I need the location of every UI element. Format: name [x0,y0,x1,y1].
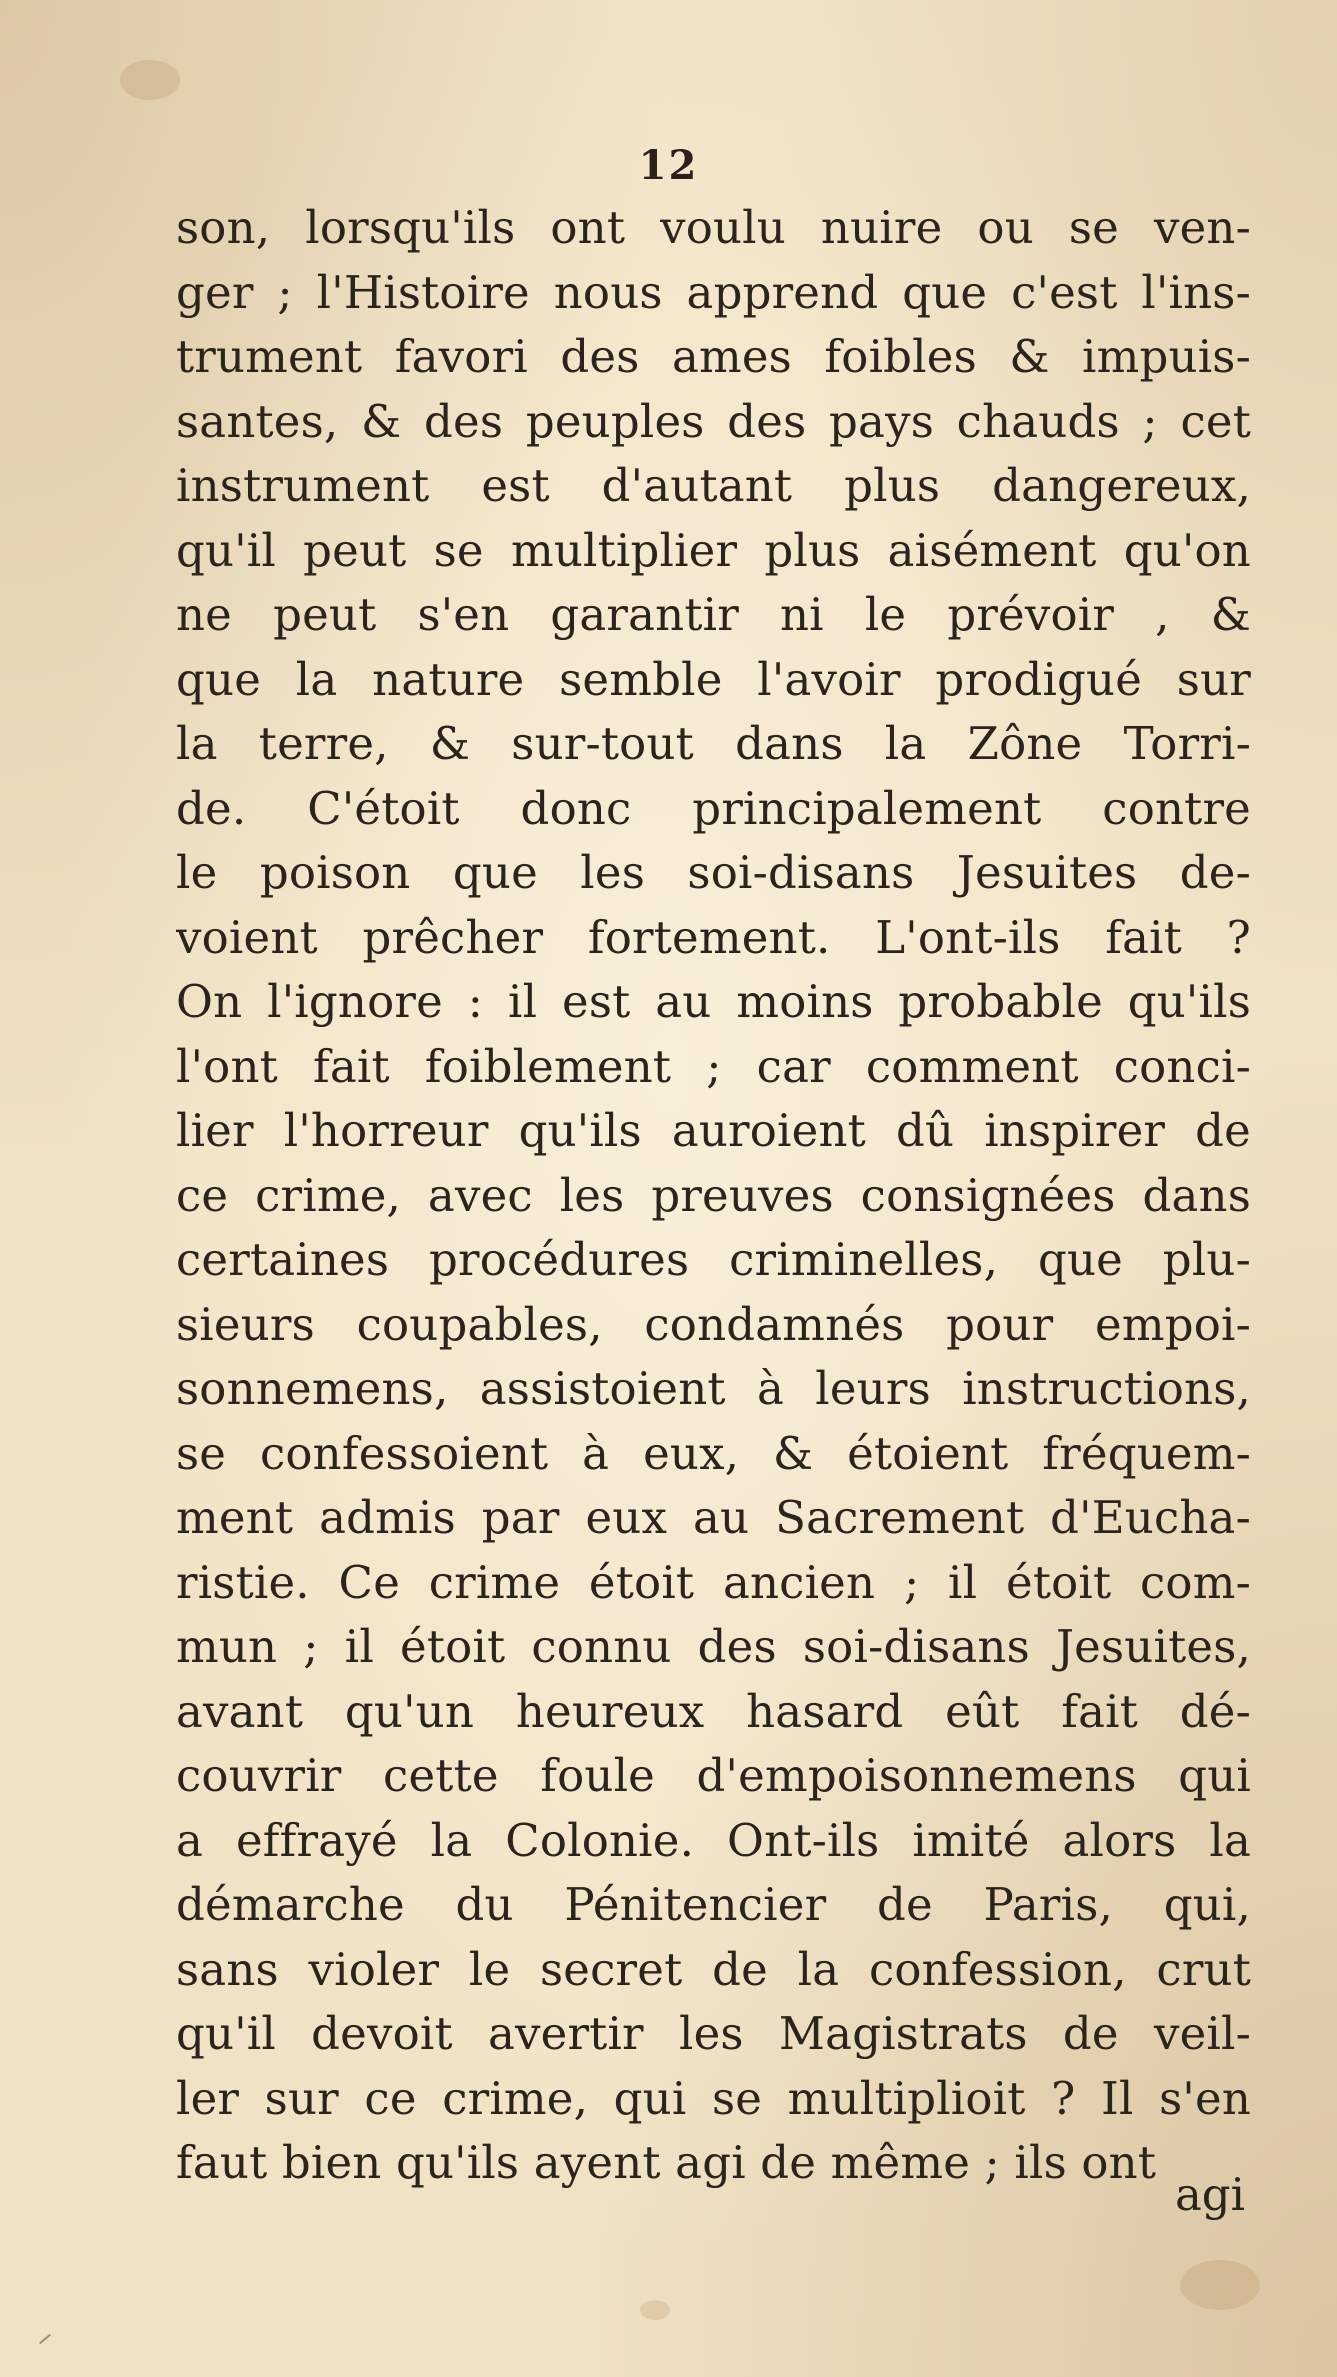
text-line: a effrayé la Colonie. Ont-ils imité alors la [176,1813,1251,1867]
text-line: On l'ignore : il est au moins probable qu'ils [176,975,1251,1028]
ink-mark [39,2334,51,2345]
text-line: certaines procédures criminelles, que plu- [176,1233,1251,1286]
catchword: agi [1174,2168,1245,2221]
text-line: ce crime, avec les preuves consignées dans [176,1168,1251,1222]
text-line: qu'il peut se multiplier plus aisément qu'on [176,523,1251,577]
text-line: sans violer le secret de la confession, crut [176,1942,1251,1996]
text-line: faut bien qu'ils ayent agi de même ; ils ont [176,2136,1157,2189]
text-line: ristie. Ce crime étoit ancien ; il étoit com- [176,1555,1251,1609]
paper-stain [120,60,180,100]
text-line: qu'il devoit avertir les Magistrats de veil- [176,2007,1251,2060]
text-line: sonnemens, assistoient à leurs instructions, [176,1362,1251,1415]
text-line: ger ; l'Histoire nous apprend que c'est l'ins- [176,265,1251,319]
text-line: que la nature semble l'avoir prodigué sur [176,652,1251,706]
paper-stain [1180,2260,1260,2310]
text-line: sieurs coupables, condamnés pour empoi- [176,1297,1251,1351]
text-line: santes, & des peuples des pays chauds ; cet [176,394,1251,448]
text-line: trument favori des ames foibles & impuis- [176,330,1251,383]
text-line: la terre, & sur-tout dans la Zône Torri- [176,717,1251,770]
text-line: démarche du Pénitencier de Paris, qui, [176,1878,1251,1931]
text-line: lier l'horreur qu'ils auroient dû inspirer de [176,1104,1251,1157]
text-line: de. C'étoit donc principalement contre [176,781,1251,835]
text-line: l'ont fait foiblement ; car comment conci- [176,1039,1251,1093]
text-line: le poison que les soi-disans Jesuites de- [176,846,1251,899]
text-line: mun ; il étoit connu des soi-disans Jesuites, [176,1620,1251,1673]
text-line: avant qu'un heureux hasard eût fait dé- [176,1684,1251,1738]
text-line: instrument est d'autant plus dangereux, [176,459,1251,512]
text-line: couvrir cette foule d'empoisonnemens qui [176,1749,1251,1802]
text-line: son, lorsqu'ils ont voulu nuire ou se ven- [176,201,1251,254]
text-line: ment admis par eux au Sacrement d'Eucha- [176,1491,1251,1544]
text-line: voient prêcher fortement. L'ont-ils fait ? [176,910,1251,964]
text-line: ne peut s'en garantir ni le prévoir , & [176,588,1251,641]
text-line: ler sur ce crime, qui se multiplioit ? Il s'en [176,2071,1251,2125]
text-line: se confessoient à eux, & étoient fréquem- [176,1426,1251,1480]
page-number: 12 [638,142,699,189]
paper-stain [640,2300,670,2320]
body-text [176,196,1251,2196]
